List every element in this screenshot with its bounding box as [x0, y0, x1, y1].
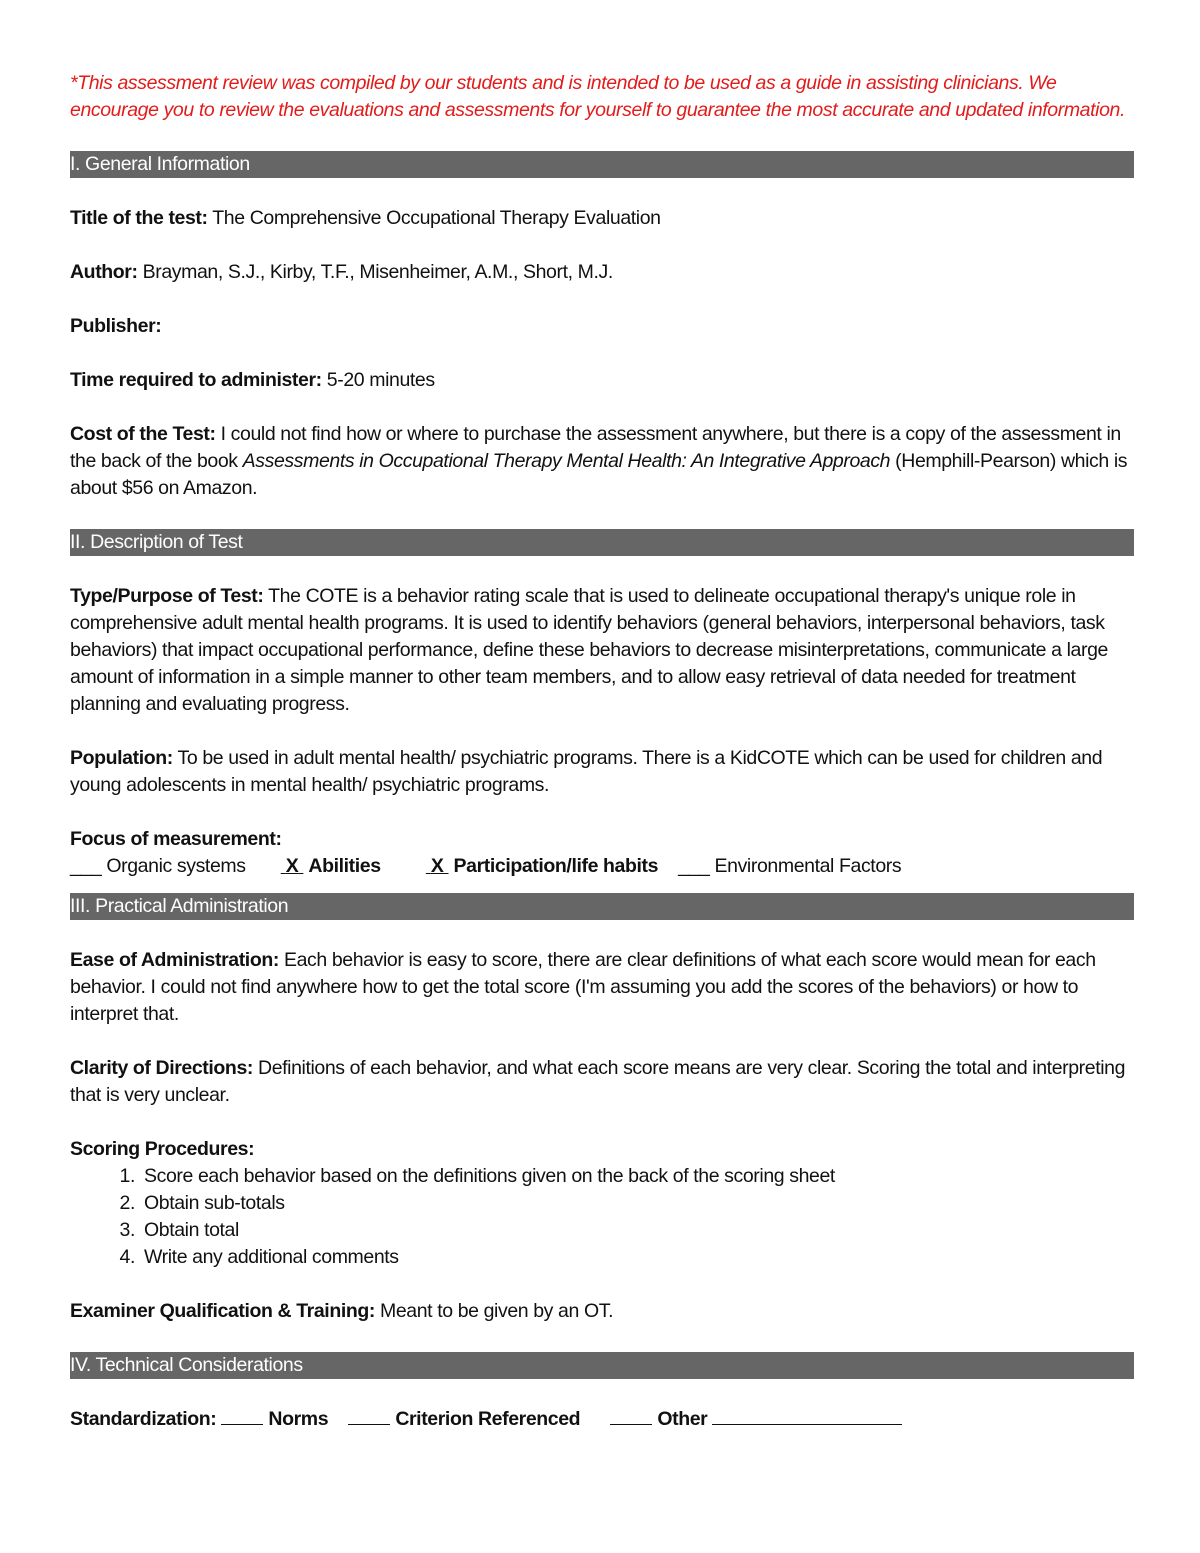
field-population	[70, 745, 1134, 799]
focus-abilities-mark: X	[285, 855, 299, 877]
focus-environmental-label: Environmental Factors	[714, 855, 902, 877]
field-focus-label: Focus of measurement:	[70, 828, 282, 850]
other-label: Other	[657, 1408, 708, 1430]
focus-abilities-label: Abilities	[308, 855, 381, 877]
field-examiner	[70, 1298, 1134, 1325]
other-blank	[610, 1406, 652, 1425]
section-header-general: I. General Information	[70, 151, 1134, 178]
focus-participation-label: Participation/life habits	[453, 855, 659, 877]
field-author	[70, 259, 1134, 286]
section-header-practical: III. Practical Administration	[70, 893, 1134, 920]
field-examiner-label: Examiner Qualification & Training:	[70, 1300, 375, 1322]
field-cost-label: Cost of the Test:	[70, 423, 216, 445]
focus-options	[70, 853, 1134, 880]
field-time-value: 5-20 minutes	[326, 369, 435, 391]
field-type	[70, 583, 1134, 718]
field-standardization	[70, 1406, 1134, 1433]
section-header-description: II. Description of Test	[70, 529, 1134, 556]
field-type-value: The COTE is a behavior rating scale that is used to delineate occupational therapy's unique role in comprehensive adult mental health programs. It is used to identify behaviors (general behaviors, interpersonal behaviors, task behaviors) that impact occupational performance, define these behaviors to decrease misinterpretations, communicate a large amount of information in a simple manner to other team members, and to allow easy retrieval of data needed for treatment planning and evaluating progress.	[70, 585, 1108, 715]
disclaimer-text: *This assessment review was compiled by our students and is intended to be used as a guide in assisting clinicians. We encourage you to review the evaluations and assessments for yourself to guarantee the most accurate and updated information.	[70, 72, 1125, 121]
field-time	[70, 367, 1134, 394]
field-ease	[70, 947, 1134, 1028]
field-cost-value: I could not find how or where to purchase the assessment anywhere, but there is a copy of the assessment in the back of the book	[70, 423, 1121, 472]
field-cost-book-title: Assessments in Occupational Therapy Mental Health: An Integrative Approach	[242, 450, 891, 472]
field-title-label: Title of the test:	[70, 207, 208, 229]
field-ease-label: Ease of Administration:	[70, 949, 279, 971]
scoring-steps-list	[70, 1163, 1134, 1271]
field-clarity	[70, 1055, 1134, 1109]
field-cost-value-end: (Hemphill-Pearson) which is about $56 on Amazon.	[70, 450, 1128, 499]
scoring-step: 2. Obtain sub-totals	[140, 1190, 1134, 1217]
other-fill-blank	[712, 1406, 902, 1425]
scoring-step: 4. Write any additional comments	[140, 1244, 1134, 1271]
focus-organic-label: Organic systems	[106, 855, 246, 877]
field-standardization-label: Standardization:	[70, 1408, 217, 1430]
field-clarity-value: Definitions of each behavior, and what each score means are very clear. Scoring the total and interpreting that is very unclear.	[70, 1057, 1126, 1106]
field-title	[70, 205, 1134, 232]
field-scoring-label: Scoring Procedures:	[70, 1138, 255, 1160]
field-title-value: The Comprehensive Occupational Therapy Evaluation	[212, 207, 661, 229]
criterion-blank	[348, 1406, 390, 1425]
field-publisher-label: Publisher:	[70, 315, 162, 337]
field-time-label: Time required to administer:	[70, 369, 322, 391]
field-publisher	[70, 313, 1134, 340]
section-header-technical: IV. Technical Considerations	[70, 1352, 1134, 1379]
scoring-step: 3. Obtain total	[140, 1217, 1134, 1244]
document-page	[70, 70, 1134, 1433]
norms-blank	[221, 1406, 263, 1425]
field-author-label: Author:	[70, 261, 138, 283]
focus-organic-blank: ___	[70, 855, 102, 877]
field-examiner-value: Meant to be given by an OT.	[380, 1300, 614, 1322]
field-population-label: Population:	[70, 747, 173, 769]
field-ease-value: Each behavior is easy to score, there are clear definitions of what each score would mean for each behavior. I could not find anywhere how to get the total score (I'm assuming you add the scores of the behaviors) or how to interpret that.	[70, 949, 1096, 1025]
field-population-value: To be used in adult mental health/ psychiatric programs. There is a KidCOTE which can be used for children and young adolescents in mental health/ psychiatric programs.	[70, 747, 1103, 796]
field-author-value: Brayman, S.J., Kirby, T.F., Misenheimer, A.M., Short, M.J.	[142, 261, 613, 283]
focus-participation-mark: X	[430, 855, 444, 877]
focus-environmental-blank: ___	[678, 855, 710, 877]
field-cost	[70, 421, 1134, 502]
norms-label: Norms	[268, 1408, 329, 1430]
scoring-step: 1. Score each behavior based on the definitions given on the back of the scoring sheet	[140, 1163, 1134, 1190]
criterion-label: Criterion Referenced	[395, 1408, 581, 1430]
field-clarity-label: Clarity of Directions:	[70, 1057, 253, 1079]
field-type-label: Type/Purpose of Test:	[70, 585, 264, 607]
